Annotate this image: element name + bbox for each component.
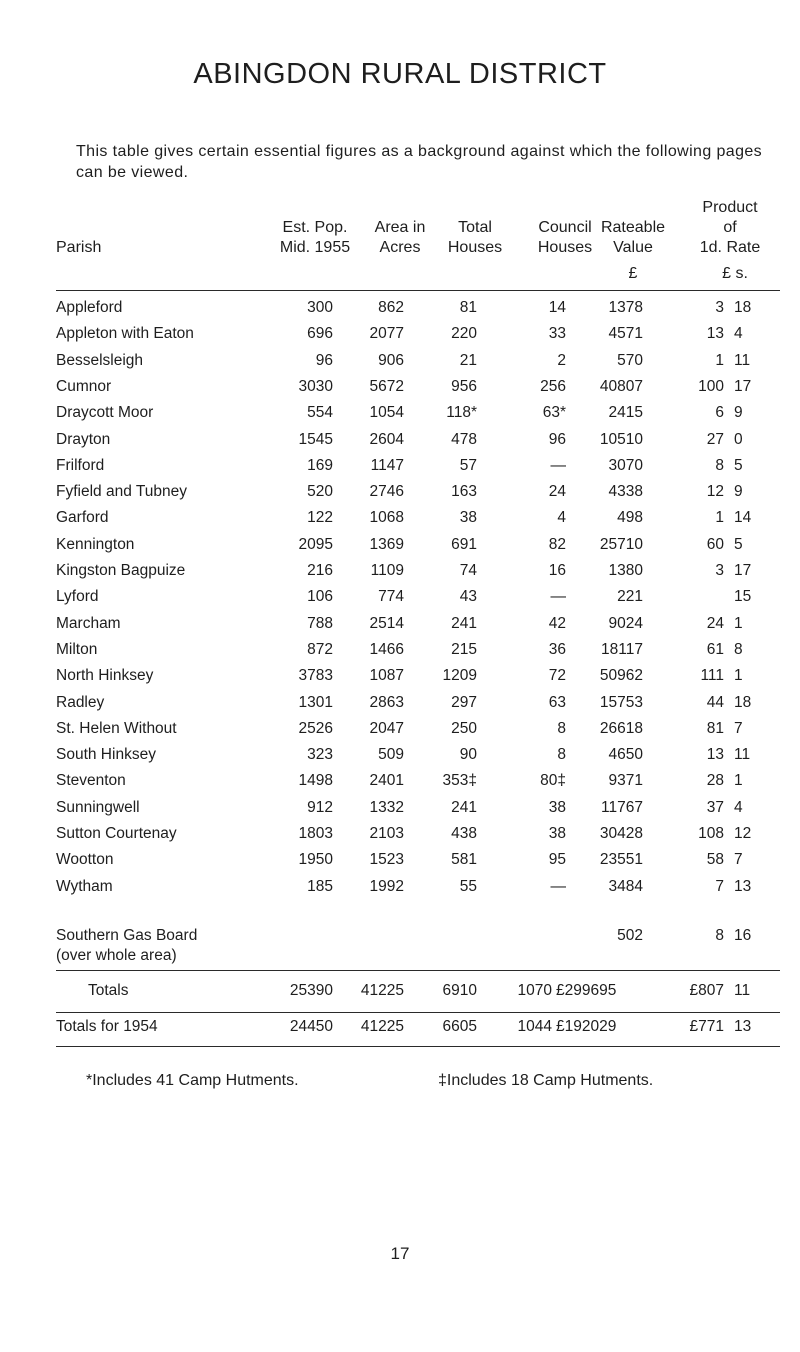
totals-1954-label: Totals for 1954 [56, 1018, 158, 1035]
total-houses: 43 [459, 588, 477, 605]
table-row [0, 825, 800, 851]
council-houses: 95 [548, 851, 566, 868]
total-houses: 438 [451, 825, 477, 842]
header-product-line2: of [723, 219, 737, 236]
area-acres: 1992 [369, 878, 404, 895]
council-houses: 38 [548, 825, 566, 842]
rateable-value: 221 [617, 588, 643, 605]
product-pounds: 7 [715, 878, 724, 895]
footnote-camp-41: *Includes 41 Camp Hutments. [86, 1072, 299, 1089]
product-pounds: 111 [700, 667, 724, 684]
parish-name: South Hinksey [56, 746, 156, 763]
rateable-value: 26618 [599, 720, 643, 737]
est-pop: 554 [307, 404, 333, 421]
est-pop: 872 [307, 641, 333, 658]
est-pop: 520 [307, 483, 333, 500]
product-shillings: 15 [734, 588, 752, 605]
product-shillings: 17 [734, 562, 752, 579]
table-row [0, 641, 800, 667]
totals-1954-houses: 6605 [442, 1018, 477, 1035]
est-pop: 185 [307, 878, 333, 895]
parish-name: Garford [56, 509, 109, 526]
est-pop: 169 [307, 457, 333, 474]
total-houses: 163 [451, 483, 477, 500]
product-shillings: 8 [734, 641, 743, 658]
total-houses: 1209 [442, 667, 477, 684]
parish-name: Marcham [56, 615, 121, 632]
parish-name: Sutton Courtenay [56, 825, 177, 842]
table-row [0, 667, 800, 693]
council-houses: 2 [557, 352, 566, 369]
totals-1954-pop: 24450 [289, 1018, 333, 1035]
parish-name: Besselsleigh [56, 352, 144, 369]
area-acres: 2746 [369, 483, 404, 500]
rateable-value: 1378 [608, 299, 643, 316]
parish-name: Appleton with Eaton [56, 325, 194, 342]
table-row [0, 562, 800, 588]
product-pounds: 58 [706, 851, 724, 868]
product-shillings: 5 [734, 457, 743, 474]
table-row [0, 772, 800, 798]
est-pop: 216 [307, 562, 333, 579]
totals-council: 1070 [517, 982, 552, 999]
header-rateable-line2: Value [613, 239, 653, 256]
product-pounds: 3 [715, 562, 724, 579]
bottom-rule [56, 1046, 780, 1047]
parish-name: St. Helen Without [56, 720, 177, 737]
table-row [0, 746, 800, 772]
gas-board-rateable: 502 [617, 927, 643, 944]
council-houses: 33 [548, 325, 566, 342]
est-pop: 1301 [298, 694, 333, 711]
product-pounds: 28 [706, 772, 724, 789]
table-row [0, 509, 800, 535]
area-acres: 2077 [369, 325, 404, 342]
product-shillings: 18 [734, 299, 752, 316]
rateable-value: 25710 [599, 536, 643, 553]
table-row [0, 378, 800, 404]
table-row [0, 325, 800, 351]
rateable-value: 498 [617, 509, 643, 526]
totals-area: 41225 [360, 982, 404, 999]
area-acres: 1109 [370, 562, 404, 579]
parish-name: Appleford [56, 299, 123, 316]
parish-name: Drayton [56, 431, 111, 448]
totals-1954-council: 1044 [517, 1018, 552, 1035]
total-houses: 241 [451, 615, 477, 632]
total-houses: 297 [451, 694, 477, 711]
area-acres: 1332 [369, 799, 404, 816]
table-row [0, 299, 800, 325]
est-pop: 696 [307, 325, 333, 342]
parish-name: North Hinksey [56, 667, 154, 684]
header-total-houses-line1: Total [458, 219, 492, 236]
totals-rule-top [56, 970, 780, 971]
total-houses: 21 [459, 352, 477, 369]
parish-name: Steventon [56, 772, 126, 789]
page-number: 17 [390, 1244, 410, 1263]
header-area-line1: Area in [374, 219, 426, 236]
totals-product-shillings: 11 [734, 982, 751, 999]
council-houses: 8 [557, 746, 566, 763]
parish-name: Wootton [56, 851, 114, 868]
product-pounds: 37 [706, 799, 724, 816]
totals-1954-product-shillings: 13 [734, 1018, 752, 1035]
product-shillings: 0 [734, 431, 743, 448]
product-pounds: 13 [706, 746, 724, 763]
rateable-value: 10510 [599, 431, 643, 448]
area-acres: 2514 [369, 615, 404, 632]
council-houses: 63 [548, 694, 566, 711]
area-acres: 5672 [369, 378, 404, 395]
product-pounds: 100 [698, 378, 724, 395]
est-pop: 1803 [298, 825, 333, 842]
product-pounds: 27 [706, 431, 724, 448]
table-row [0, 457, 800, 483]
parish-name: Lyford [56, 588, 99, 605]
totals-product-pounds: £807 [689, 982, 724, 999]
header-council-houses-line2: Houses [537, 239, 593, 256]
rateable-value: 40807 [599, 378, 643, 395]
est-pop: 2095 [298, 536, 333, 553]
totals-houses: 6910 [442, 982, 477, 999]
council-houses: 72 [548, 667, 566, 684]
area-acres: 1369 [369, 536, 404, 553]
est-pop: 1950 [298, 851, 333, 868]
est-pop: 1545 [298, 431, 333, 448]
rateable-value: 4338 [608, 483, 643, 500]
est-pop: 788 [307, 615, 333, 632]
totals-rule-bottom [56, 1012, 780, 1013]
product-pounds: 81 [706, 720, 724, 737]
product-pounds: 44 [706, 694, 724, 711]
council-houses: — [550, 878, 566, 895]
area-acres: 2047 [369, 720, 404, 737]
est-pop: 3783 [298, 667, 333, 684]
product-pounds: 8 [715, 457, 724, 474]
intro-paragraph: This table gives certain essential figures as a background against which the following pages can be viewed. [76, 143, 763, 181]
product-shillings: 4 [734, 799, 743, 816]
product-shillings: 9 [734, 404, 743, 421]
header-est-pop-line1: Est. Pop. [282, 219, 348, 236]
rateable-value: 50962 [599, 667, 643, 684]
product-pounds: 3 [715, 299, 724, 316]
council-houses: 82 [548, 536, 566, 553]
product-shillings: 7 [734, 720, 743, 737]
rateable-value: 23551 [599, 851, 643, 868]
parish-name: Cumnor [56, 378, 112, 395]
table-row [0, 431, 800, 457]
council-houses: 38 [548, 799, 566, 816]
area-acres: 906 [378, 352, 404, 369]
total-houses: 118* [446, 404, 477, 421]
parish-name: Frilford [56, 457, 105, 474]
area-acres: 862 [378, 299, 404, 316]
header-product-line3: 1d. Rate [699, 239, 761, 256]
area-acres: 1523 [369, 851, 404, 868]
totals-label: Totals [88, 982, 129, 999]
totals-rateable: £299695 [556, 982, 617, 999]
table-row [0, 483, 800, 509]
table-row [0, 720, 800, 746]
table-row [0, 588, 800, 614]
product-shillings: 7 [734, 851, 743, 868]
table-row [0, 851, 800, 877]
council-houses: 14 [548, 299, 566, 316]
parish-name: Kingston Bagpuize [56, 562, 186, 579]
header-rule [56, 290, 780, 291]
header-product-unit: £ s. [722, 265, 748, 282]
council-houses: 42 [548, 615, 566, 632]
council-houses: 24 [548, 483, 566, 500]
est-pop: 2526 [298, 720, 333, 737]
est-pop: 912 [307, 799, 333, 816]
product-shillings: 14 [734, 509, 752, 526]
est-pop: 122 [307, 509, 333, 526]
product-pounds: 60 [706, 536, 724, 553]
product-pounds: 108 [698, 825, 724, 842]
header-est-pop-line2: Mid. 1955 [279, 239, 351, 256]
total-houses: 250 [451, 720, 477, 737]
parish-name: Kennington [56, 536, 135, 553]
area-acres: 509 [378, 746, 404, 763]
product-shillings: 9 [734, 483, 743, 500]
council-houses: 96 [548, 431, 566, 448]
totals-1954-row [0, 1018, 800, 1044]
product-pounds: 13 [706, 325, 724, 342]
total-houses: 215 [451, 641, 477, 658]
area-acres: 1147 [370, 457, 404, 474]
rateable-value: 4650 [608, 746, 643, 763]
product-shillings: 1 [734, 667, 743, 684]
product-shillings: 11 [734, 352, 751, 369]
est-pop: 106 [307, 588, 333, 605]
area-acres: 1466 [369, 641, 404, 658]
est-pop: 3030 [298, 378, 333, 395]
totals-row [0, 982, 800, 1008]
total-houses: 57 [459, 457, 477, 474]
council-houses: 4 [557, 509, 566, 526]
area-acres: 774 [378, 588, 404, 605]
header-area-line2: Acres [379, 239, 421, 256]
parish-name: Sunningwell [56, 799, 140, 816]
total-houses: 353‡ [442, 772, 477, 789]
area-acres: 1054 [369, 404, 404, 421]
rateable-value: 3070 [608, 457, 643, 474]
totals-1954-product-pounds: £771 [689, 1018, 724, 1035]
totals-1954-area: 41225 [360, 1018, 404, 1035]
total-houses: 90 [459, 746, 477, 763]
total-houses: 55 [459, 878, 477, 895]
header-product-line1: Product [702, 199, 758, 216]
total-houses: 74 [459, 562, 477, 579]
est-pop: 300 [307, 299, 333, 316]
parish-name: Milton [56, 641, 98, 658]
rateable-value: 2415 [608, 404, 643, 421]
product-shillings: 1 [734, 772, 743, 789]
rateable-value: 570 [617, 352, 643, 369]
est-pop: 96 [315, 352, 333, 369]
area-acres: 1087 [369, 667, 404, 684]
gas-board-name: Southern Gas Board [56, 927, 198, 944]
council-houses: 16 [548, 562, 566, 579]
council-houses: 36 [548, 641, 566, 658]
product-shillings: 17 [734, 378, 752, 395]
council-houses: — [550, 588, 566, 605]
total-houses: 478 [451, 431, 477, 448]
product-pounds: 12 [706, 483, 724, 500]
est-pop: 1498 [298, 772, 333, 789]
product-pounds: 6 [715, 404, 724, 421]
table-row [0, 615, 800, 641]
table-row [0, 352, 800, 378]
council-houses: 256 [540, 378, 566, 395]
table-row [0, 799, 800, 825]
total-houses: 38 [459, 509, 477, 526]
header-total-houses-line2: Houses [447, 239, 503, 256]
totals-pop: 25390 [289, 982, 333, 999]
area-acres: 2103 [369, 825, 404, 842]
rateable-value: 3484 [608, 878, 643, 895]
rateable-value: 9371 [608, 772, 643, 789]
header-parish: Parish [56, 239, 102, 256]
est-pop: 323 [307, 746, 333, 763]
area-acres: 1068 [369, 509, 404, 526]
totals-1954-rateable: £192029 [556, 1018, 617, 1035]
header-rateable-unit: £ [628, 265, 638, 282]
parish-name: Radley [56, 694, 105, 711]
product-pounds: 24 [706, 615, 724, 632]
header-council-houses-line1: Council [538, 219, 592, 236]
product-shillings: 4 [734, 325, 743, 342]
rateable-value: 4571 [608, 325, 643, 342]
product-pounds: 1 [715, 352, 724, 369]
rateable-value: 11767 [601, 799, 643, 816]
council-houses: 8 [557, 720, 566, 737]
gas-board-product-shillings: 16 [734, 927, 752, 944]
footnote-camp-18: ‡Includes 18 Camp Hutments. [438, 1072, 654, 1089]
area-acres: 2604 [369, 431, 404, 448]
rateable-value: 15753 [599, 694, 643, 711]
council-houses: 63* [542, 404, 566, 421]
parish-name: Fyfield and Tubney [56, 483, 187, 500]
product-shillings: 18 [734, 694, 752, 711]
product-shillings: 12 [734, 825, 752, 842]
product-shillings: 5 [734, 536, 743, 553]
gas-board-product-pounds: 8 [715, 927, 724, 944]
rateable-value: 30428 [599, 825, 643, 842]
total-houses: 581 [451, 851, 477, 868]
rateable-value: 1380 [608, 562, 643, 579]
total-houses: 81 [459, 299, 477, 316]
page-title: ABINGDON RURAL DISTRICT [193, 58, 607, 90]
area-acres: 2401 [369, 772, 404, 789]
total-houses: 220 [451, 325, 477, 342]
gas-board-subtitle: (over whole area) [56, 947, 177, 964]
parish-name: Draycott Moor [56, 404, 154, 421]
header-rateable-line1: Rateable [600, 219, 666, 236]
product-pounds: 1 [715, 509, 724, 526]
table-row [0, 536, 800, 562]
council-houses: 80‡ [540, 772, 566, 789]
rateable-value: 18117 [601, 641, 643, 658]
parish-name: Wytham [56, 878, 113, 895]
table-row [0, 878, 800, 904]
rateable-value: 9024 [608, 615, 643, 632]
table-row [0, 404, 800, 430]
product-shillings: 11 [734, 746, 751, 763]
product-shillings: 1 [734, 615, 743, 632]
total-houses: 691 [451, 536, 477, 553]
council-houses: — [550, 457, 566, 474]
total-houses: 241 [451, 799, 477, 816]
product-shillings: 13 [734, 878, 752, 895]
area-acres: 2863 [369, 694, 404, 711]
total-houses: 956 [451, 378, 477, 395]
table-row [0, 694, 800, 720]
product-pounds: 61 [706, 641, 724, 658]
